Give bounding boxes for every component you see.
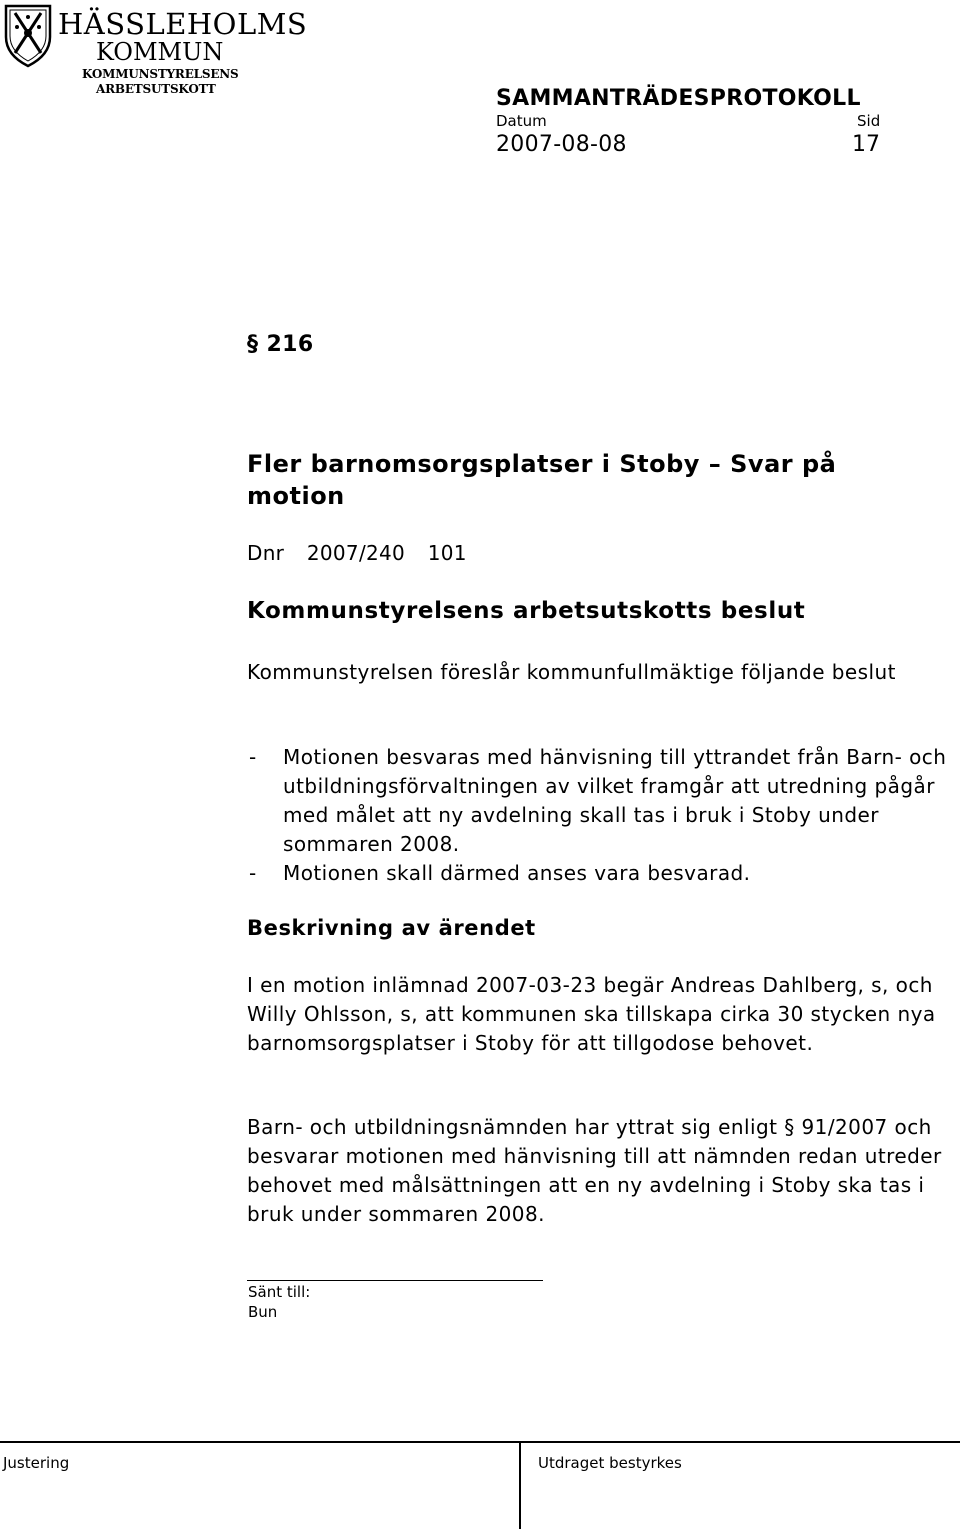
date-label: Datum — [496, 112, 547, 130]
municipality-crest-icon — [3, 3, 53, 69]
dash-bullet: - — [249, 745, 257, 769]
committee-name-line1: KOMMUNSTYRELSENS — [82, 67, 239, 81]
footer-divider — [519, 1441, 521, 1529]
municipality-name: HÄSSLEHOLMS — [58, 7, 308, 41]
document-type: SAMMANTRÄDESPROTOKOLL — [496, 86, 861, 111]
matter-title: Fler barnomsorgsplatser i Stoby – Svar på motion — [247, 450, 837, 510]
dash-bullet: - — [249, 861, 257, 885]
meeting-date: 2007-08-08 — [496, 132, 627, 157]
decision-item — [247, 743, 957, 859]
decision-list — [247, 743, 957, 888]
decision-item-text: Motionen skall därmed anses vara besvarad. — [283, 861, 751, 885]
sent-to-recipient: Bun — [248, 1303, 278, 1321]
page-label: Sid — [857, 112, 881, 130]
sent-to-label: Sänt till: — [248, 1283, 311, 1301]
proposal-intro: Kommunstyrelsen föreslår kommunfullmäktige följande beslut — [247, 660, 896, 684]
justification-label: Justering — [3, 1454, 70, 1472]
municipality-type: KOMMUN — [96, 38, 224, 66]
decision-heading: Kommunstyrelsens arbetsutskotts beslut — [247, 598, 806, 624]
diary-number: Dnr 2007/240 101 — [247, 541, 467, 565]
certified-extract-label: Utdraget bestyrkes — [538, 1454, 682, 1472]
description-heading: Beskrivning av ärendet — [247, 916, 536, 940]
decision-item-text: Motionen besvaras med hänvisning till yttrandet från Barn- och utbildningsförvaltningen av vilket framgår att utredning pågår med målet att ny avdelning skall tas i bruk i Stoby under sommaren 2008. — [283, 745, 947, 856]
paragraph-number: § 216 — [247, 332, 314, 357]
description-paragraph: I en motion inlämnad 2007-03-23 begär Andreas Dahlberg, s, och Willy Ohlsson, s, att kommunen ska tillskapa cirka 30 stycken nya barnomsorgsplatser i Stoby för att tillgodose behovet. — [247, 973, 936, 1055]
page-number: 17 — [852, 132, 880, 157]
description-paragraph: Barn- och utbildningsnämnden har yttrat sig enligt § 91/2007 och besvarar motionen med hänvisning till att nämnden redan utreder behovet med målsättningen att en ny avdelning i Stoby ska tas i bruk under sommaren 2008. — [247, 1115, 942, 1226]
decision-item — [247, 859, 957, 888]
sent-to-rule — [247, 1280, 543, 1281]
committee-name-line2: ARBETSUTSKOTT — [96, 82, 216, 96]
footer-rule — [0, 1441, 960, 1443]
